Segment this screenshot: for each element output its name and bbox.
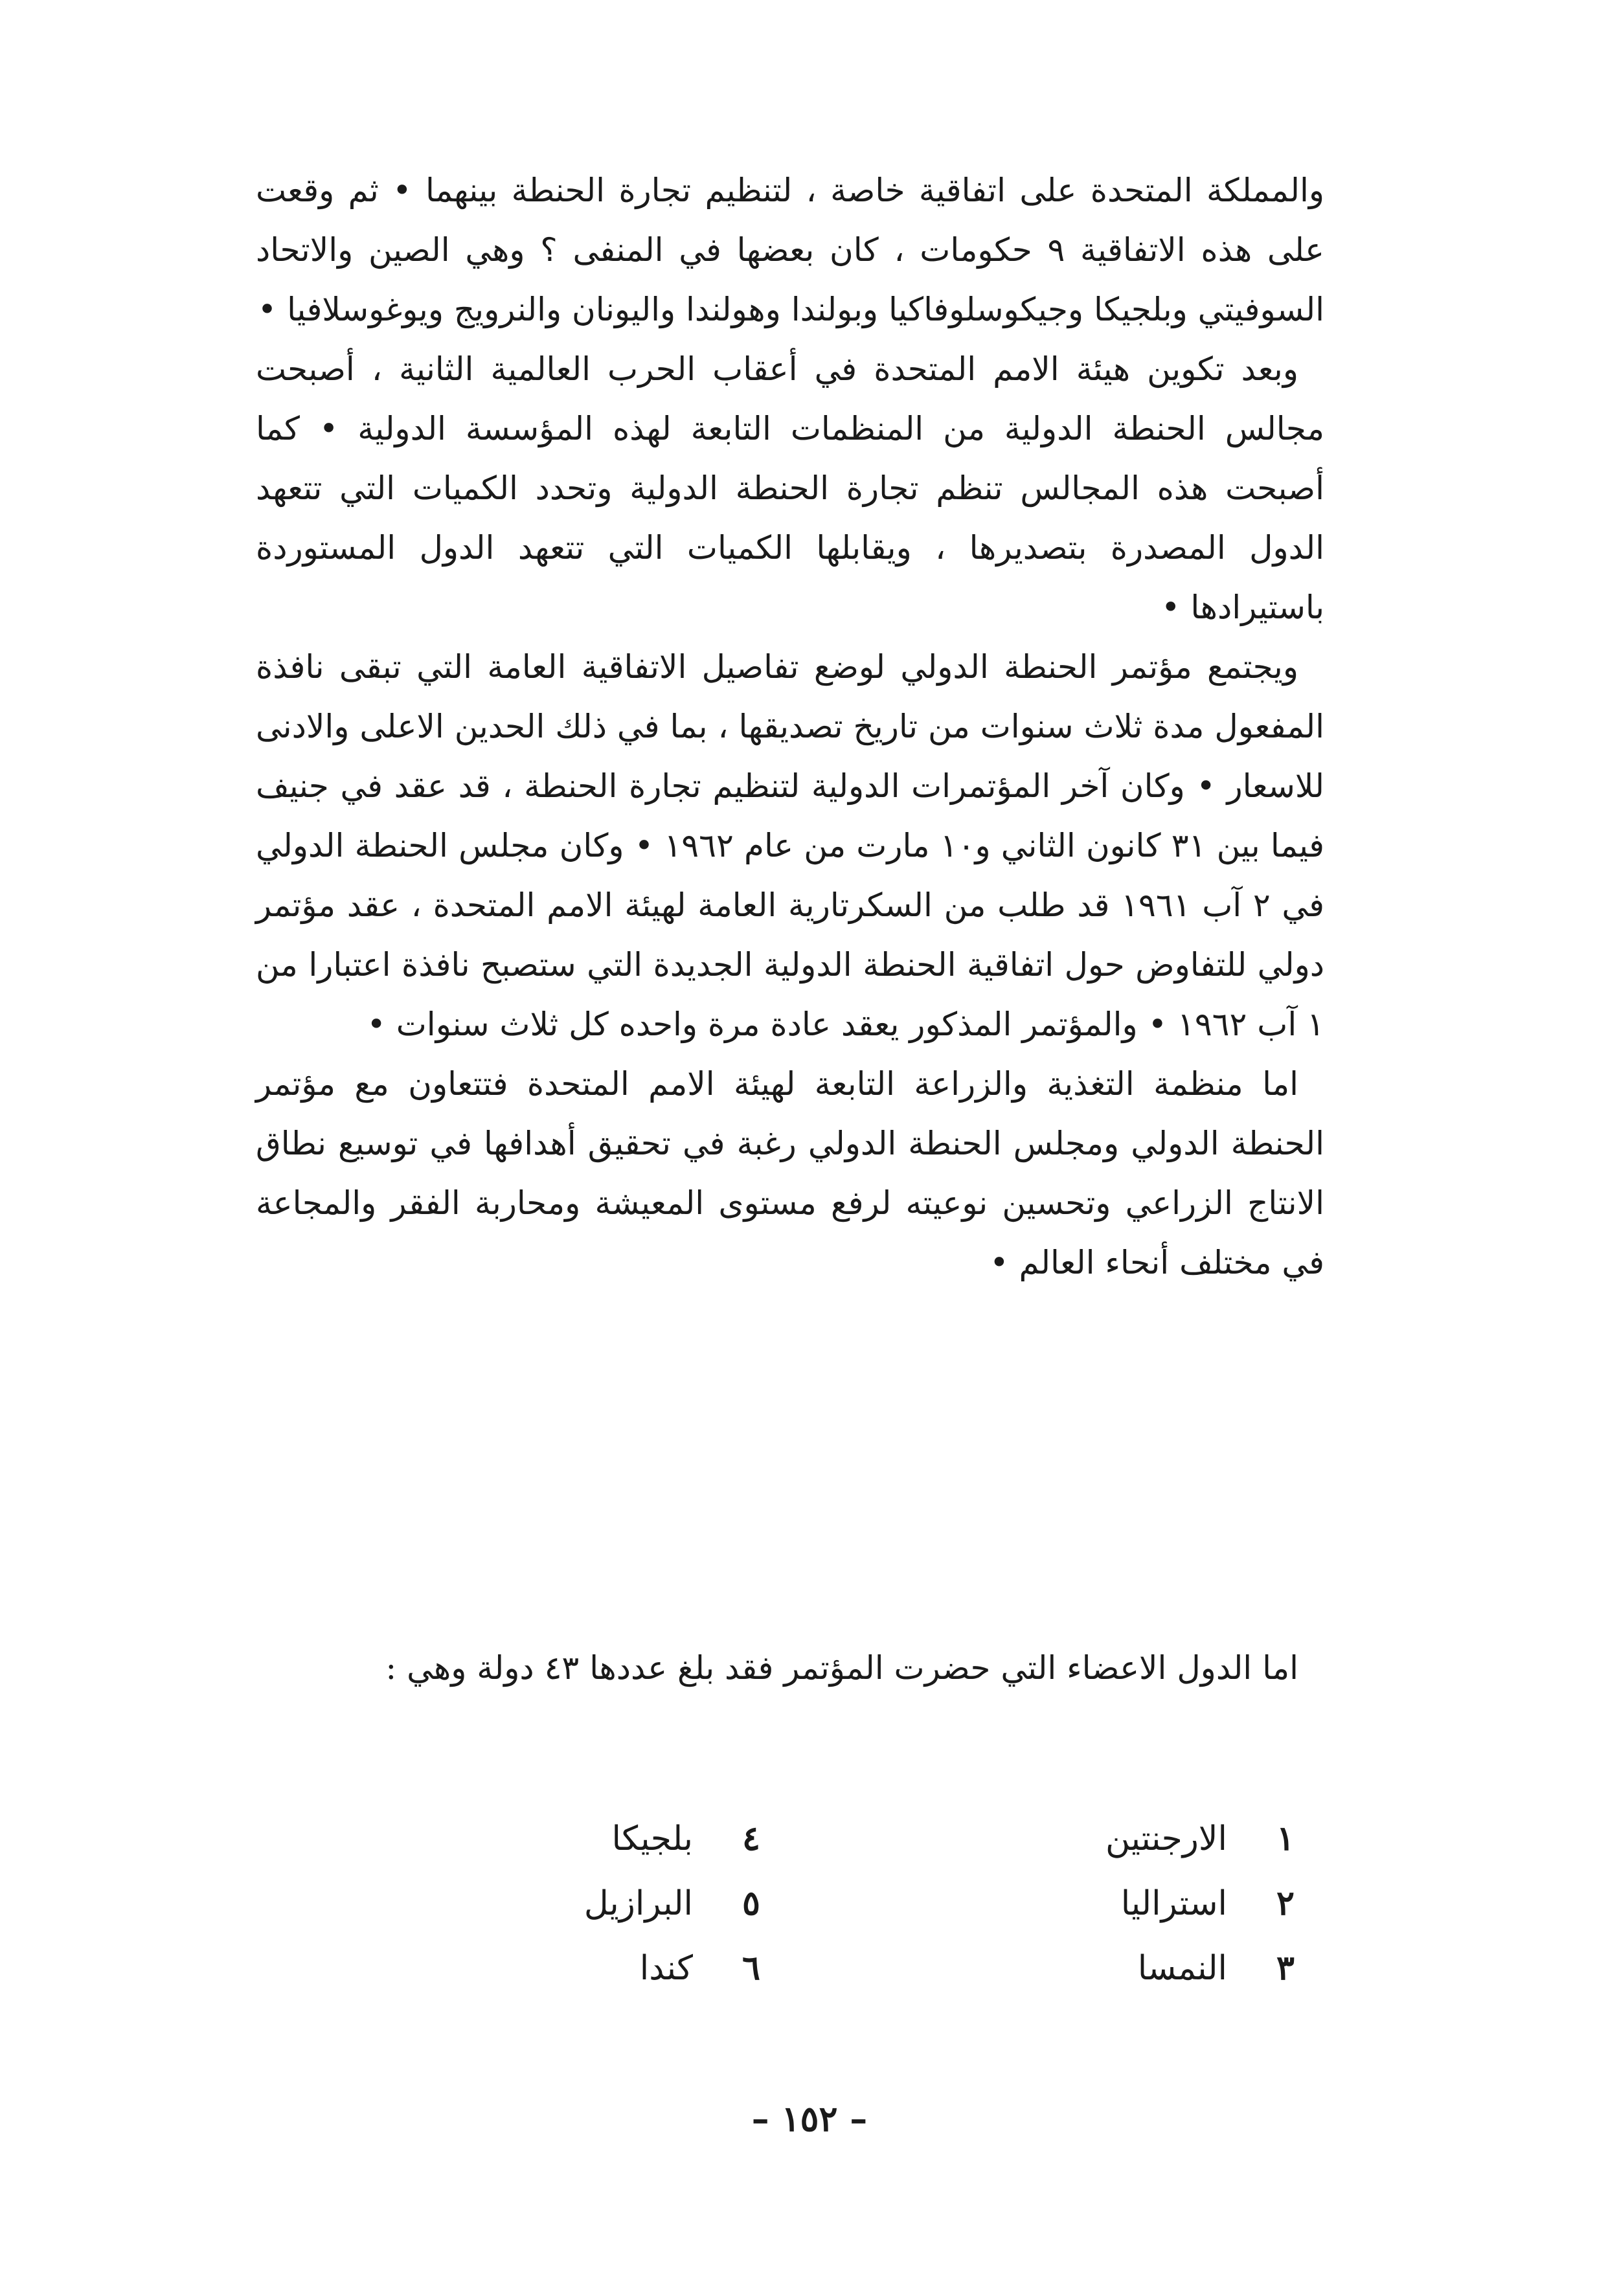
- list-item: [256, 1871, 790, 1936]
- paragraph-4: اما منظمة التغذية والزراعة التابعة لهيئة الامم المتحدة فتتعاون مع مؤتمر الحنطة الدولي ومجلس الحنطة الدولي رغبة في تحقيق أهدافها في توسيع نطاق الانتاج الزراعي وتحسين نوعيته لرفع مستوى المعيشة ومحاربة الفقر والمجاعة في مختلف أنحاء العالم •: [256, 1065, 1324, 1281]
- paragraph-1: والمملكة المتحدة على اتفاقية خاصة ، لتنظيم تجارة الحنطة بينهما • ثم وقعت على هذه الاتفاقية ٩ حكومات ، كان بعضها في المنفى ؟ وهي الصين والاتحاد السوفيتي وبلجيكا وجيكوسلوفاكيا وبولندا وهولندا واليونان والنرويج ويوغوسلافيا •: [256, 172, 1324, 328]
- list-item-name: بلجيكا: [611, 1819, 693, 1858]
- list-item-number: ١: [1276, 1819, 1295, 1858]
- list-item-name: الارجنتين: [1105, 1819, 1227, 1858]
- list-item: [256, 1936, 790, 2001]
- list-item-number: ٢: [1276, 1884, 1295, 1923]
- body-text: [256, 161, 1324, 1292]
- list-item-name: البرازيل: [583, 1884, 693, 1923]
- list-item: [790, 1936, 1324, 2001]
- page-number: – ١٥٢ –: [751, 2098, 868, 2139]
- paragraph-3: ويجتمع مؤتمر الحنطة الدولي لوضع تفاصيل الاتفاقية العامة التي تبقى نافذة المفعول مدة ثلاث سنوات من تاريخ تصديقها ، بما في ذلك الحدين الاعلى والادنى للاسعار • وكان آخر المؤتمرات الدولية لتنظيم تجارة الحنطة ، قد عقد في جنيف فيما بين ٣١ كانون الثاني و١٠ مارت من عام ١٩٦٢ • وكان مجلس الحنطة الدولي في ٢ آب ١٩٦١ قد طلب من السكرتارية العامة لهيئة الامم المتحدة ، عقد مؤتمر دولي للتفاوض حول اتفاقية الحنطة الدولية الجديدة التي ستصبح نافذة اعتبارا من ١ آب ١٩٦٢ • والمؤتمر المذكور يعقد عادة مرة واحده كل ثلاث سنوات •: [256, 648, 1324, 1043]
- list-row: [256, 1806, 1324, 1871]
- members-intro-block: [256, 1638, 1324, 1698]
- members-intro: اما الدول الاعضاء التي حضرت المؤتمر فقد بلغ عددها ٤٣ دولة وهي :: [385, 1649, 1298, 1687]
- list-item-number: ٦: [742, 1948, 760, 1988]
- member-list: [256, 1806, 1324, 2001]
- paragraph-2: وبعد تكوين هيئة الامم المتحدة في أعقاب الحرب العالمية الثانية ، أصبحت مجالس الحنطة الدولية من المنظمات التابعة لهذه المؤسسة الدولية • كما أصبحت هذه المجالس تنظم تجارة الحنطة الدولية وتحدد الكميات التي تتعهد الدول المصدرة بتصديرها ، ويقابلها الكميات التي تتعهد الدول المستوردة باستيرادها •: [256, 350, 1324, 626]
- list-item: [790, 1806, 1324, 1871]
- list-item-number: ٤: [742, 1819, 760, 1858]
- list-row: [256, 1871, 1324, 1936]
- list-item-name: النمسا: [1137, 1949, 1227, 1988]
- list-row: [256, 1936, 1324, 2001]
- list-item-name: استراليا: [1120, 1884, 1227, 1923]
- list-item-number: ٥: [742, 1884, 760, 1923]
- list-item: [256, 1806, 790, 1871]
- list-item: [790, 1871, 1324, 1936]
- list-item-name: كندا: [639, 1949, 693, 1988]
- list-item-number: ٣: [1276, 1948, 1295, 1988]
